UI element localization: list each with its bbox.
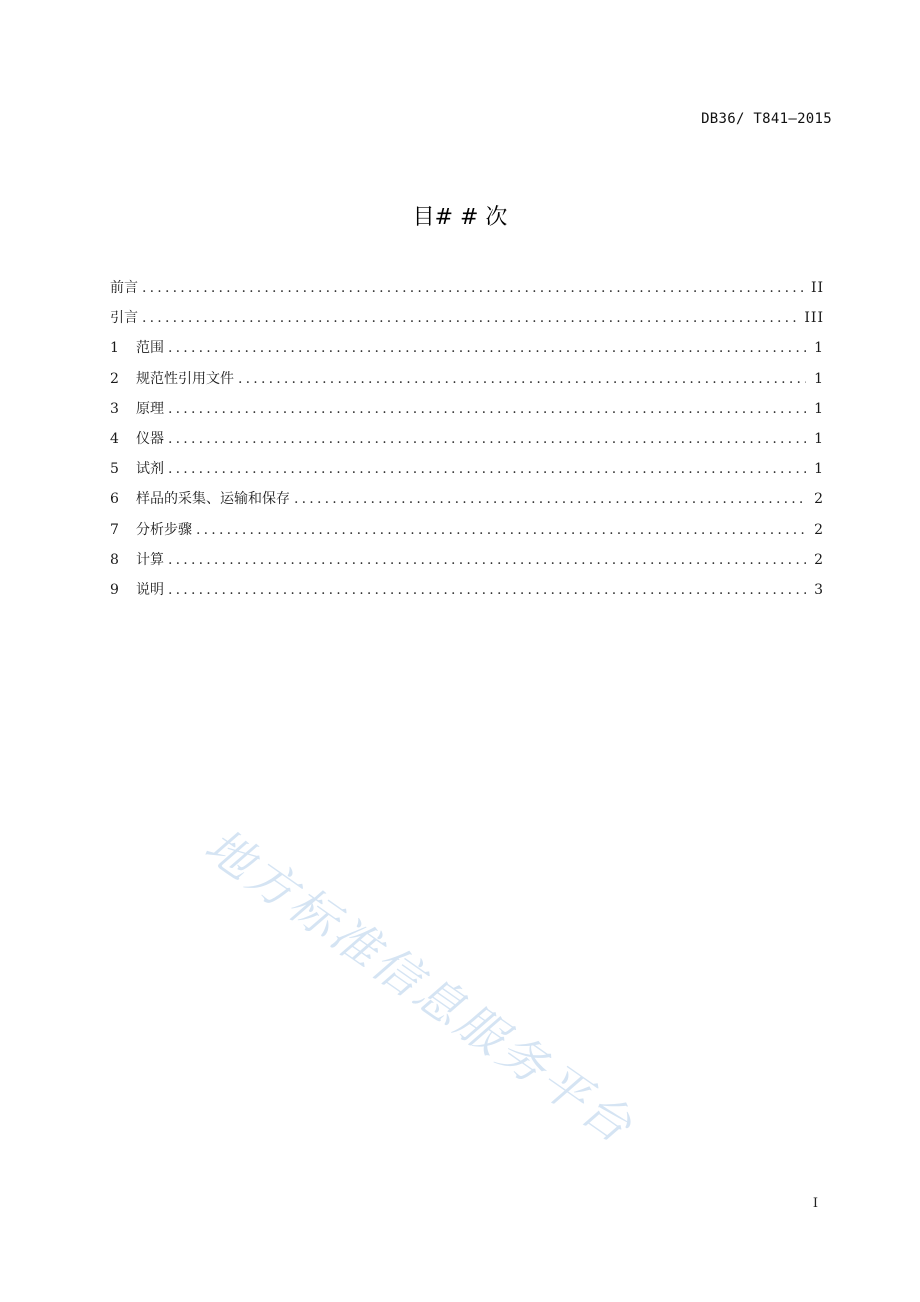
toc-entry-sampling[interactable] [110,489,824,519]
toc-entry-label: 仪器 [136,430,164,447]
toc-entry-label: 范围 [136,340,164,357]
toc-entry-page: III [804,310,824,327]
toc-entry-foreword[interactable] [110,278,824,308]
toc-leader-dots [196,520,806,540]
toc-title: 目# # 次 [412,205,508,230]
toc-entry-instruments[interactable] [110,429,824,459]
toc-entry-page: 3 [814,581,824,598]
toc-entry-label: 规范性引用文件 [136,370,234,387]
toc-entry-number: 5 [110,461,119,478]
toc-entry-analysis-steps[interactable] [110,520,824,550]
toc-entry-number: 8 [110,551,119,568]
toc-entry-number: 4 [110,430,119,447]
toc-entry-page: 1 [814,370,824,387]
toc-entry-page: 1 [814,400,824,417]
toc-entry-number: 7 [110,521,119,538]
toc-entry-number: 2 [110,370,119,387]
toc-entry-number: 1 [110,340,119,357]
toc-entry-page: 2 [814,491,824,508]
toc-leader-dots [238,369,806,389]
toc-leader-dots [168,580,806,600]
toc-leader-dots [294,489,806,509]
toc-leader-dots [142,278,803,298]
page-number: I [812,1196,818,1211]
toc-leader-dots [168,550,806,570]
toc-entry-page: 2 [814,521,824,538]
toc-leader-dots [168,459,806,479]
toc-entry-number: 3 [110,400,119,417]
toc-entry-normative-references[interactable] [110,369,824,399]
toc-entry-label: 原理 [136,400,164,417]
toc-entry-label: 样品的采集、运输和保存 [136,491,290,508]
toc-leader-dots [142,308,796,328]
toc-leader-dots [168,429,806,449]
toc-entry-label: 计算 [136,551,164,568]
toc-entry-label: 分析步骤 [136,521,192,538]
toc-entry-label: 试剂 [136,461,164,478]
toc-entry-number: 6 [110,491,119,508]
toc-entry-page: 2 [814,551,824,568]
toc-entry-page: 1 [814,340,824,357]
toc-entry-number: 9 [110,581,119,598]
watermark: 地方标准信息服务平台 [194,818,645,1156]
toc-entry-notes[interactable] [110,580,824,610]
toc-entry-reagents[interactable] [110,459,824,489]
toc-entry-calculation[interactable] [110,550,824,580]
toc-entry-label: 前言 [110,280,138,296]
toc-entry-scope[interactable] [110,338,824,368]
table-of-contents [110,278,824,610]
toc-leader-dots [168,399,806,419]
toc-entry-page: 1 [814,430,824,447]
toc-entry-page: 1 [814,461,824,478]
document-code: DB36/ T841—2015 [701,111,832,127]
toc-leader-dots [168,338,806,358]
toc-entry-page: II [810,280,824,296]
toc-entry-principle[interactable] [110,399,824,429]
toc-entry-label: 引言 [110,310,138,327]
toc-entry-introduction[interactable] [110,308,824,338]
toc-entry-label: 说明 [136,581,164,598]
